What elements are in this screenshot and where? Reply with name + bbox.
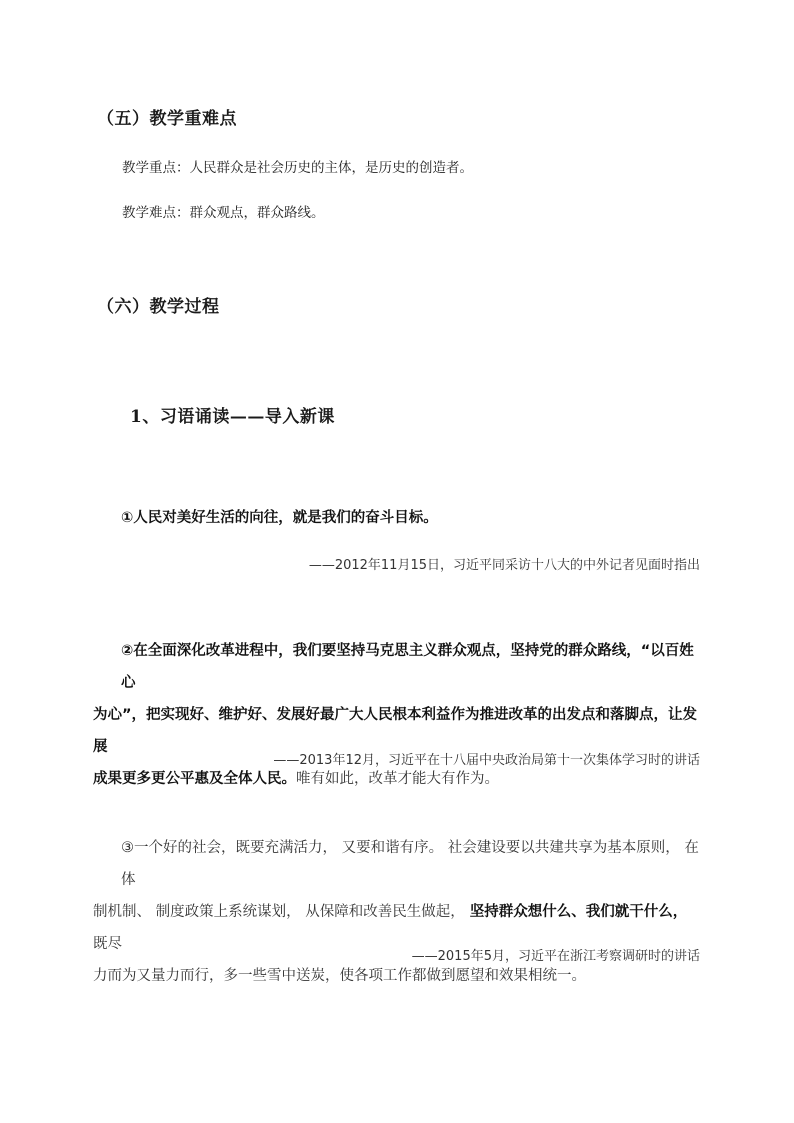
quote-2-line-2: 为心”，把实现好、维护好、发展好最广大人民根本利益作为推进改革的出发点和落脚点，让发展 (93, 707, 698, 755)
quote-2-line-3-normal: 唯有如此，改革才能大有作为。 (296, 771, 499, 787)
quote-2-line-3-bold: 成果更多更公平惠及全体人民。 (93, 771, 296, 787)
quote-3-line-1: ③一个好的社会，既要充满活力， 又要和谐有序。 社会建设要以共建共享为基本原则， 在体 (121, 840, 699, 888)
quote-3-source: ——2015年5月，习近平在浙江考察调研时的讲话 (411, 949, 700, 964)
quote-1-text: ①人民对美好生活的向往，就是我们的奋斗目标。 (121, 510, 438, 526)
section-heading-teaching-focus: （五）教学重难点 (97, 109, 237, 129)
quote-1-source: ——2012年11月15日，习近平同采访十八大的中外记者见面时指出 (308, 558, 700, 573)
quote-3-line-2-normal: 制机制、 制度政策上系统谋划， 从保障和改善民生做起， (93, 904, 465, 920)
section-heading-teaching-process: （六）教学过程 (97, 297, 220, 317)
quote-2-source: ——2013年12月，习近平在十八届中央政治局第十一次集体学习时的讲话 (273, 753, 700, 768)
quote-2-line-1: ②在全面深化改革进程中，我们要坚持马克思主义群众观点，坚持党的群众路线，“以百姓心 (121, 643, 694, 691)
quote-3-line-2-tail: 既尽 (93, 936, 122, 952)
quote-3-line-3: 力而为又量力而行，多一些雪中送炭，使各项工作都做到愿望和效果相统一。 (93, 968, 586, 984)
teaching-difficult-point: 教学难点：群众观点，群众路线。 (122, 205, 325, 221)
step-heading-intro: 1、习语诵读——导入新课 (130, 407, 335, 427)
quote-3-line-2-bold: 坚持群众想什么、我们就干什么， (464, 904, 688, 920)
quote-3 (93, 832, 701, 992)
quote-2 (93, 635, 701, 795)
teaching-key-point: 教学重点：人民群众是社会历史的主体，是历史的创造者。 (122, 160, 473, 176)
quote-1 (93, 502, 701, 534)
